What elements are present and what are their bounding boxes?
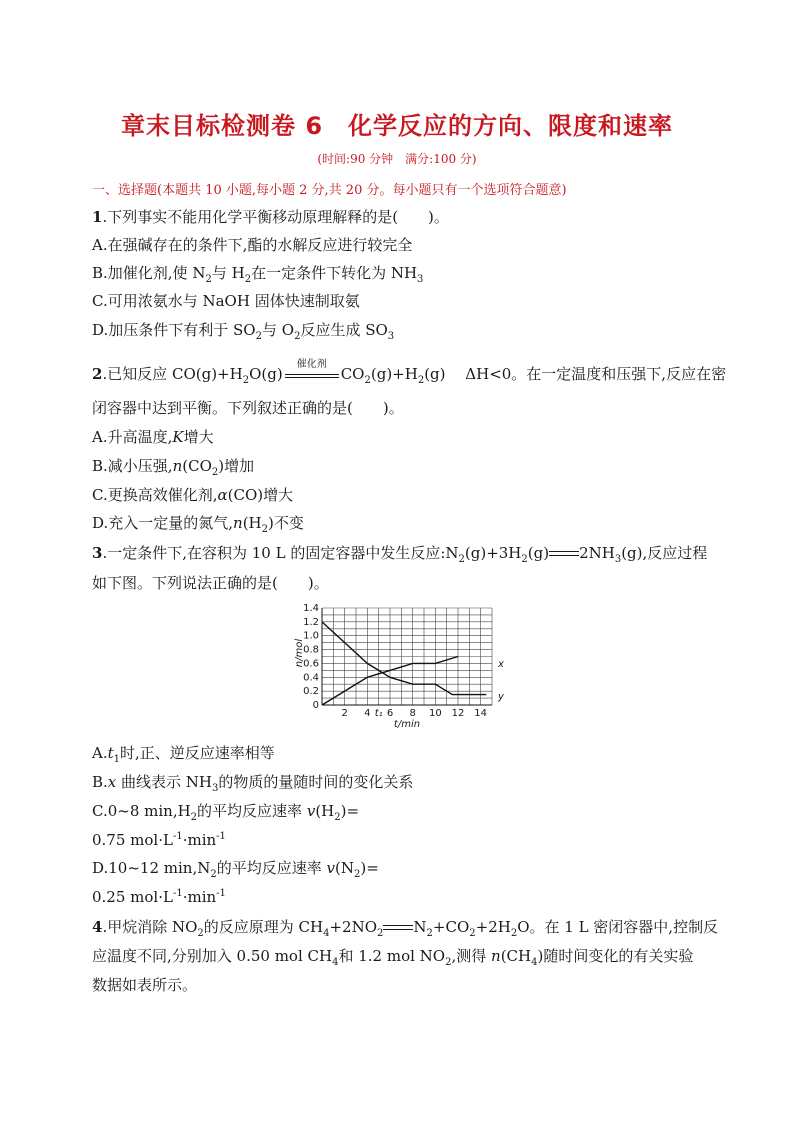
q3-option-d: D.10~12 $\min,N_2$的平均反应速率 $v(N_2)=$ [92, 859, 379, 880]
q1-option-b: B.加催化剂,使 $N_2$与 $H_2$在一定条件下转化为 $NH_3$ [92, 264, 424, 285]
q1-option-a: A.在强碱存在的条件下,酯的水解反应进行较完全 [92, 236, 413, 254]
q2-stem: 2.已知反应 $CO(g)+H_2O(g)$ 催化剂 $CO_2(g)+H_2(g)$ ΔH<0。在一定温度和压强下,反应在密 [92, 359, 727, 386]
y-tick-label: 0 [312, 700, 319, 711]
series-line-y [322, 622, 486, 695]
y-tick-label: 0.8 [303, 644, 319, 656]
series-label-y: y [498, 691, 504, 703]
x-tick-label: 10 [428, 708, 442, 719]
y-tick-label: 0.4 [303, 672, 319, 684]
y-tick-label: 0.6 [303, 658, 319, 670]
x-tick-label: 6 [386, 708, 394, 719]
y-tick-label: 1.2 [303, 616, 319, 628]
q1-option-c: C.可用浓氨水与 NaOH 固体快速制取氨 [92, 292, 360, 310]
q3-option-c-value: 0.75 $mol\cdot L^{-1}\cdot\min^{-1}$ [92, 831, 226, 849]
q1-option-d: D.加压条件下有利于 $SO_2$与 $O_2$反应生成 $SO_3$ [92, 321, 395, 342]
x-tick-label: 2 [341, 708, 348, 719]
q3-option-c: C.0~8 $\min,H_2$的平均反应速率 $v(H_2)=$ [92, 802, 360, 823]
q3-stem: 3.一定条件下,在容积为 10 L 的固定容器中发生反应$:N_2(g)+3H_2(g)$ $2NH_3(g)$,反应过程 [92, 544, 708, 565]
y-tick-label: 1.4 [303, 603, 319, 614]
x-tick-label: 8 [409, 708, 416, 719]
page-title: 章末目标检测卷 6 化学反应的方向、限度和速率 [120, 112, 674, 140]
q2-stem-line2: 闭容器中达到平衡。下列叙述正确的是( )。 [92, 399, 404, 417]
q4-stem-line3: 数据如表所示。 [92, 976, 198, 994]
q2-option-c: C.更换高效催化剂,α(CO)增大 [92, 486, 294, 504]
q2-option-a: A.升高温度,K增大 [92, 428, 214, 446]
exam-info: (时间:90 分钟 满分:100 分) [317, 152, 477, 166]
reaction-chart [290, 602, 510, 732]
catalyst-arrow: 催化剂 [283, 368, 341, 382]
chart-grid [322, 608, 492, 705]
q3-option-d-value: 0.25 $mol\cdot L^{-1}\cdot\min^{-1}$ [92, 888, 226, 906]
x-axis-label: t/min [393, 719, 421, 730]
q2-option-b: B.减小压强$,n(CO_2)$增加 [92, 457, 255, 478]
q4-stem-line2: 应温度不同,分别加入 0.50 mol $CH_4$和 1.2 mol $NO_2$,测得 $n(CH_4)$随时间变化的有关实验 [92, 947, 694, 968]
x-tick-label: 14 [474, 708, 488, 719]
section-heading: 一、选择题(本题共 10 小题,每小题 2 分,共 20 分。每小题只有一个选项符合题意) [92, 183, 567, 198]
x-tick-label: 4 [364, 708, 371, 719]
q4-stem: 4.甲烷消除 $NO_2$的反应原理为 $CH_4+2NO_2$ $N_2+CO_2+2H_2O$。在 1 L 密闭容器中,控制反 [92, 918, 719, 939]
q3-stem-line2: 如下图。下列说法正确的是( )。 [92, 574, 329, 592]
t1-label: t₁ [374, 708, 383, 719]
y-tick-label: 0.2 [303, 686, 319, 698]
q2-option-d: D.充入一定量的氮气$,n(H_2)$不变 [92, 514, 304, 535]
equilibrium-arrow [549, 549, 579, 559]
q3-option-b: B.x 曲线表示 $NH_3$的物质的量随时间的变化关系 [92, 773, 414, 794]
y-axis-label: n/mol [294, 638, 305, 668]
equilibrium-arrow [383, 923, 413, 933]
q1-stem: 1.下列事实不能用化学平衡移动原理解释的是( )。 [92, 208, 449, 226]
series-label-x: x [498, 658, 504, 670]
x-tick-label: 12 [451, 708, 465, 719]
y-tick-label: 1.0 [303, 630, 319, 642]
q3-option-a: $A.t_1$时,正、逆反应速率相等 [92, 744, 275, 765]
